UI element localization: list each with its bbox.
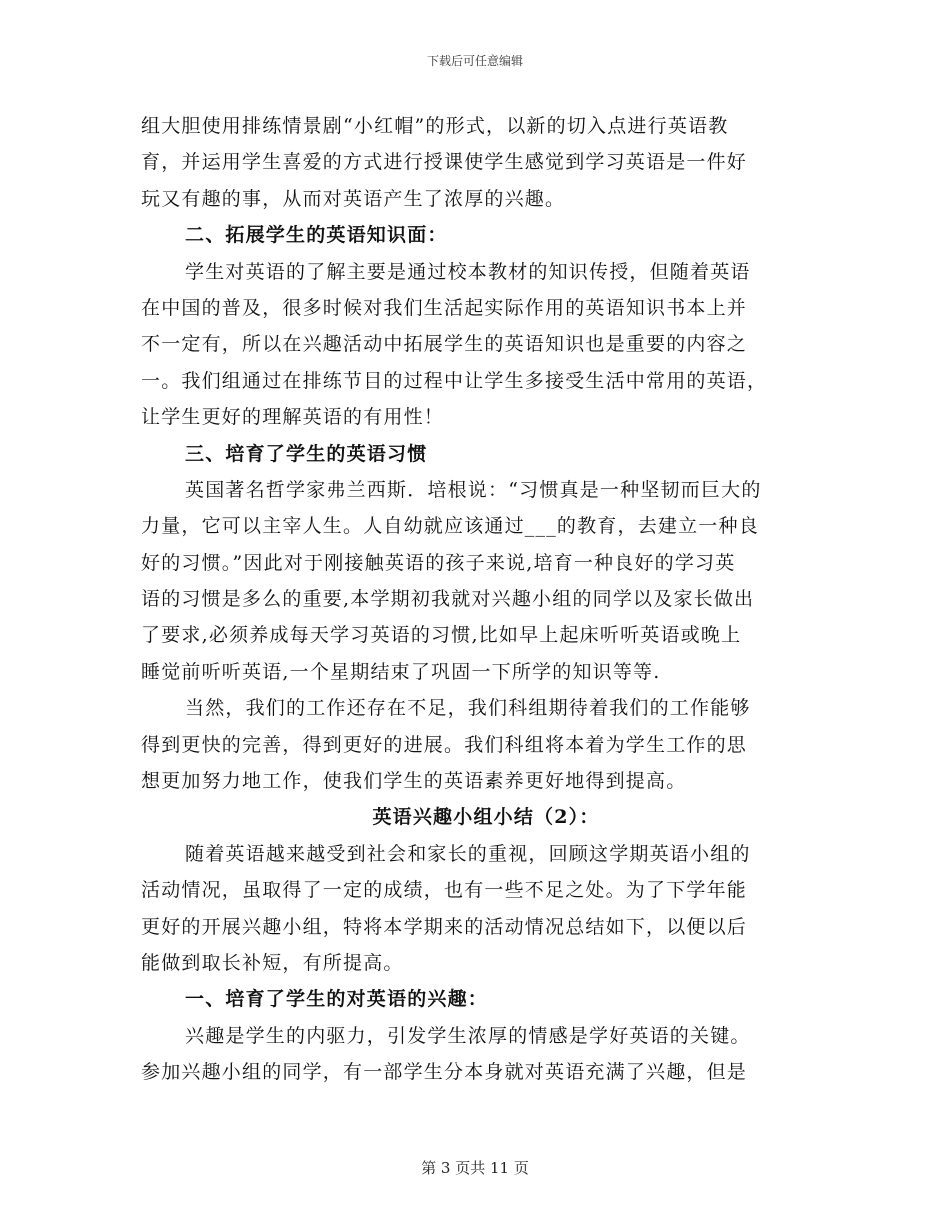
text-line: 不一定有，所以在兴趣活动中拓展学生的英语知识也是重要的内容之 <box>141 333 748 356</box>
text-line: 活动情况，虽取得了一定的成绩，也有一些不足之处。为了下学年能 <box>141 879 748 902</box>
text-line: 育，并运用学生喜爱的方式进行授课使学生感觉到学习英语是一件好 <box>141 151 748 174</box>
text-line: 得到更快的完善，得到更好的进展。我们科组将本着为学生工作的思 <box>141 733 748 756</box>
text-line: 一。我们组通过在排练节目的过程中让学生多接受生活中常用的英语， <box>141 369 768 392</box>
text-line: 睡觉前听听英语,一个星期结束了巩固一下所学的知识等等. <box>141 660 661 683</box>
text-line: 玩又有趣的事，从而对英语产生了浓厚的兴趣。 <box>141 187 566 210</box>
text-line: 好的习惯。”因此对于刚接触英语的孩子来说,培育一种良好的学习英 <box>141 551 736 574</box>
text-line: 学生对英语的了解主要是通过校本教材的知识传授，但随着英语 <box>185 260 751 283</box>
text-line: 英国著名哲学家弗兰西斯．培根说：“习惯真是一种坚韧而巨大的 <box>185 478 762 501</box>
text-line: 在中国的普及，很多时候对我们生活起实际作用的英语知识书本上并 <box>141 296 748 319</box>
text-line: 随着英语越来越受到社会和家长的重视，回顾这学期英语小组的 <box>185 842 751 865</box>
text-line: 参加兴趣小组的同学，有一部学生分本身就对英语充满了兴趣，但是 <box>141 1061 748 1084</box>
page-header: 下载后可任意编辑 <box>426 54 523 68</box>
text-line: 了要求,必须养成每天学习英语的习惯,比如早上起床听听英语或晚上 <box>141 624 742 647</box>
document-body <box>141 108 801 1091</box>
text-line: 兴趣是学生的内驱力，引发学生浓厚的情感是学好英语的关键。 <box>185 1024 751 1047</box>
text-line: 力量，它可以主宰人生。人自幼就应该通过___的教育，去建立一种良 <box>141 515 759 538</box>
text-line: 当然，我们的工作还存在不足，我们科组期待着我们的工作能够 <box>185 697 751 720</box>
text-line: 能做到取长补短，有所提高。 <box>141 951 404 974</box>
text-line: 让学生更好的理解英语的有用性！ <box>141 406 445 429</box>
section-heading: 一、培育了学生的对英语的兴趣： <box>185 988 489 1011</box>
text-line: 更好的开展兴趣小组，特将本学期来的活动情况总结如下，以便以后 <box>141 915 748 938</box>
section-heading: 二、拓展学生的英语知识面： <box>185 224 448 247</box>
section-heading: 三、培育了学生的英语习惯 <box>185 442 428 465</box>
text-line: 组大胆使用排练情景剧“小红帽”的形式，以新的切入点进行英语教 <box>141 115 729 137</box>
text-line: 语的习惯是多么的重要,本学期初我就对兴趣小组的同学以及家长做出 <box>141 588 755 611</box>
text-line: 想更加努力地工作，使我们学生的英语素养更好地得到提高。 <box>141 770 687 793</box>
section-heading: 英语兴趣小组小结（2）： <box>372 806 600 829</box>
page-footer: 第 3 页共 11 页 <box>421 1159 529 1177</box>
